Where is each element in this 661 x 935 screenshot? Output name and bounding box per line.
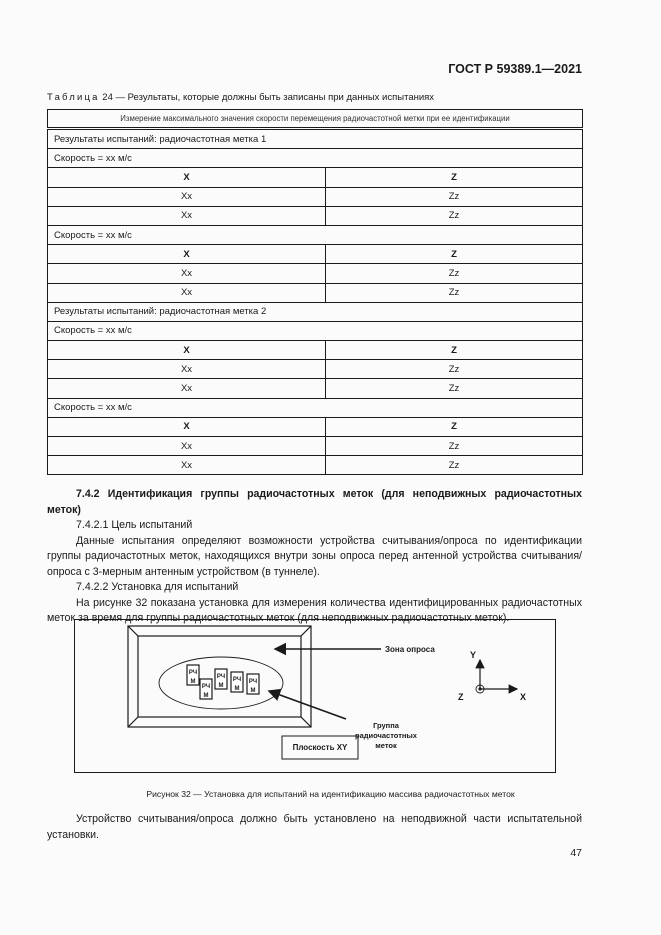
axis-header-row: X Z: [48, 417, 583, 436]
table-row: Xx Zz: [48, 360, 583, 379]
table-header-row: [48, 110, 583, 129]
section-heading: 7.4.2 Идентификация группы радиочастотных меток (для неподвижных радиочастотных меток): [47, 488, 582, 516]
xy-plane-label: Плоскость XY: [292, 743, 348, 752]
svg-text:М: М: [250, 688, 256, 694]
svg-text:X: X: [520, 692, 527, 702]
paragraph-setup: На рисунке 32 показана установка для измерения количества идентифицированных радиочастотных меток за время для группы радиочастотных меток (для неподвижных радиочастотных меток).: [47, 596, 582, 624]
svg-text:меток: меток: [375, 741, 397, 750]
svg-text:М: М: [218, 683, 224, 689]
group-title-row: Результаты испытаний: радиочастотная метка 2: [48, 302, 583, 321]
table-caption-word: Таблица: [47, 92, 100, 103]
results-table: [47, 109, 583, 475]
closing-paragraph: Устройство считывания/опроса должно быть установлено на неподвижной части испытательной установки.: [47, 813, 582, 841]
table-caption: [47, 92, 434, 103]
svg-text:РЧ: РЧ: [216, 674, 226, 680]
svg-text:Y: Y: [470, 650, 477, 660]
figure-diagram: [75, 620, 555, 772]
axis-header-row: X Z: [48, 245, 583, 264]
figure-caption: Рисунок 32 — Установка для испытаний на идентификацию массива радиочастотных меток: [146, 789, 515, 799]
table-row: Xx Zz: [48, 206, 583, 225]
svg-text:М: М: [234, 686, 240, 692]
document-code: ГОСТ Р 59389.1—2021: [448, 62, 582, 76]
table-row: Xx Zz: [48, 264, 583, 283]
table-header-cell: Измерение максимального значения скорости перемещения радиочастотной метки при ее идентификации: [48, 110, 583, 129]
svg-text:РЧ: РЧ: [232, 677, 242, 683]
group-title-row: Результаты испытаний: радиочастотная метка 1: [48, 129, 583, 149]
axis-header-row: X Z: [48, 341, 583, 360]
speed-row: Скорость = хх м/с: [48, 321, 583, 340]
subsection-title-purpose: 7.4.2.1 Цель испытаний: [76, 519, 193, 531]
group-arrow: [269, 691, 346, 719]
zone-label: Зона опроса: [385, 645, 435, 654]
svg-text:РЧ: РЧ: [248, 679, 258, 685]
svg-text:Z: Z: [458, 692, 464, 702]
table-row: Xx Zz: [48, 456, 583, 475]
page-number: 47: [570, 847, 582, 859]
group-label: [355, 721, 418, 750]
svg-text:М: М: [203, 693, 209, 699]
paragraph-purpose: Данные испытания определяют возможности устройства считывания/опроса по идентификации группы радиочастотных меток, находящихся внутри зоны опроса перед антенной устройства считывания/опроса с 3-мерным антенным устройством (в туннеле).: [47, 534, 582, 578]
speed-row: Скорость = хх м/с: [48, 398, 583, 417]
svg-text:радиочастотных: радиочастотных: [355, 731, 417, 740]
svg-text:Группа: Группа: [373, 721, 399, 730]
svg-text:РЧ: РЧ: [188, 670, 198, 676]
table-caption-text: 24 — Результаты, которые должны быть записаны при данных испытаниях: [99, 92, 435, 103]
table-row: Xx Zz: [48, 437, 583, 456]
speed-row: Скорость = хх м/с: [48, 225, 583, 244]
svg-text:М: М: [190, 679, 196, 685]
section-text: [47, 487, 582, 627]
table-row: Xx Zz: [48, 187, 583, 206]
subsection-title-setup: 7.4.2.2 Установка для испытаний: [76, 581, 239, 593]
axis-icon: [458, 650, 526, 702]
table-row: Xx Zz: [48, 379, 583, 398]
axis-header-row: X Z: [48, 168, 583, 187]
svg-text:РЧ: РЧ: [201, 684, 211, 690]
table-row: Xx Zz: [48, 283, 583, 302]
speed-row: Скорость = хх м/с: [48, 149, 583, 168]
figure-32: [74, 619, 556, 773]
